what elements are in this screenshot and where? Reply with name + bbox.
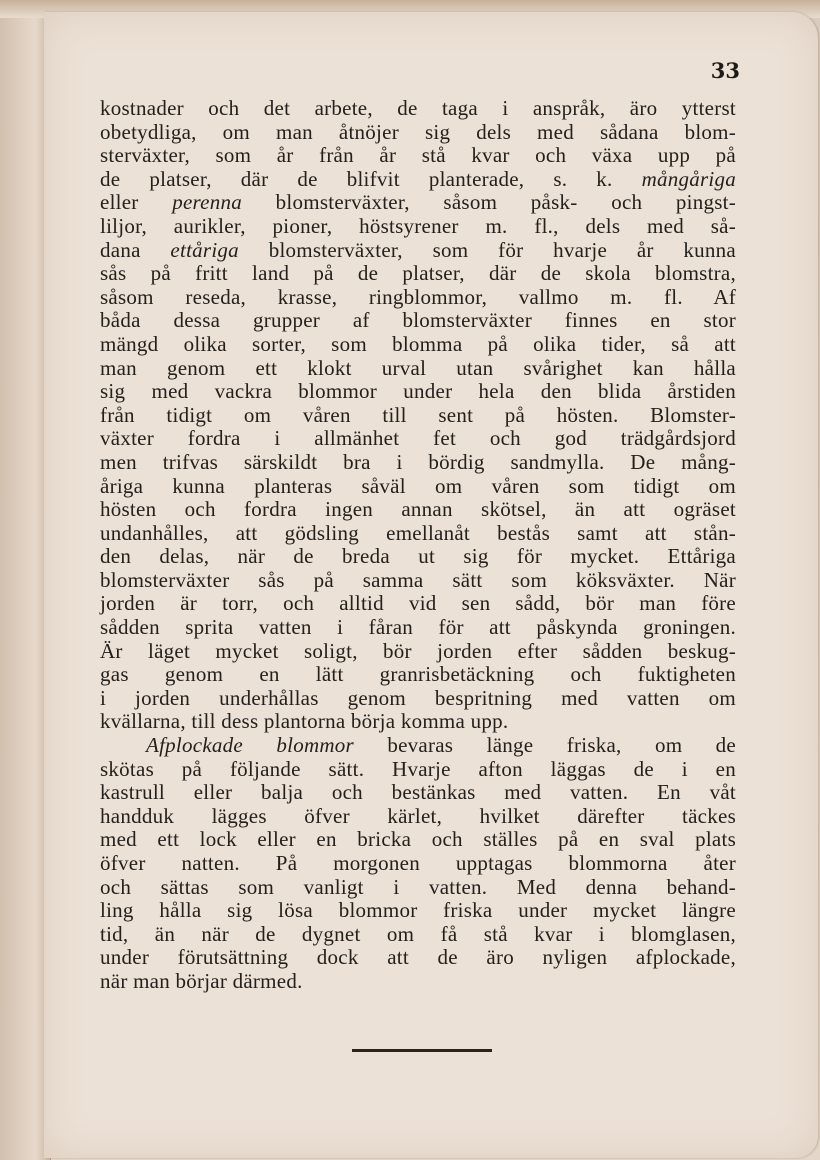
text-line: sterväxter, som år från år stå kvar och växa upp på bbox=[100, 143, 736, 168]
text-line: tid, än när de dygnet om få stå kvar i blomglasen, bbox=[100, 921, 736, 946]
text-line: sådden sprita vatten i fåran för att påskynda groningen. bbox=[100, 615, 736, 640]
italic-term-ettariga: ettåriga bbox=[170, 237, 239, 262]
text-line: blomsterväxter sås på samma sätt som köksväxter. När bbox=[100, 567, 736, 592]
text-line: obetydliga, om man åtnöjer sig dels med sådana blom- bbox=[100, 119, 736, 144]
text-line: med ett lock eller en bricka och ställes på en sval plats bbox=[100, 827, 736, 852]
text-line: den delas, när de breda ut sig för mycket. Ettåriga bbox=[100, 544, 736, 569]
text-line: från tidigt om våren till sent på hösten. Blomster- bbox=[100, 402, 736, 427]
text-line: kvällarna, till dess plantorna börja komma upp. bbox=[100, 709, 509, 734]
text-line: gas genom en lätt granrisbetäckning och fuktigheten bbox=[100, 662, 736, 687]
text-line: liljor, aurikler, pioner, höstsyrener m. fl., dels med så- bbox=[100, 213, 736, 238]
text-line: handduk lägges öfver kärlet, hvilket därefter täckes bbox=[100, 803, 736, 828]
text-line: de platser, där de blifvit planterade, s. k. mångåriga bbox=[100, 166, 736, 191]
text-line: man genom ett klokt urval utan svårighet kan hålla bbox=[100, 355, 736, 380]
text-line: under förutsättning dock att de äro nyligen afplockade, bbox=[100, 945, 736, 970]
text-line: växter fordra i allmänhet fet och god trädgårdsjord bbox=[100, 426, 736, 451]
italic-term-mangariga: mångåriga bbox=[641, 166, 736, 191]
text-line: såsom reseda, krasse, ringblommor, vallmo m. fl. Af bbox=[100, 284, 736, 309]
text-line: sås på fritt land på de platser, där de skola blomstra, bbox=[100, 261, 736, 286]
text-line: Afplockade blommor bevaras länge friska, om de bbox=[146, 733, 737, 758]
text-line: ling hålla sig lösa blommor friska under mycket längre bbox=[100, 898, 736, 923]
text-line: och sättas som vanligt i vatten. Med denna behand- bbox=[100, 874, 736, 899]
body-text bbox=[100, 97, 736, 994]
text-line: Är läget mycket soligt, bör jorden efter sådden beskug- bbox=[100, 638, 736, 663]
text-line: sig med vackra blommor under hela den blida årstiden bbox=[100, 379, 736, 404]
text-line: båda dessa grupper af blomsterväxter finnes en stor bbox=[100, 308, 736, 333]
text-line: i jorden underhållas genom bespritning med vatten om bbox=[100, 685, 736, 710]
text-line: mängd olika sorter, som blomma på olika tider, så att bbox=[100, 331, 736, 356]
section-divider-rule bbox=[352, 1049, 492, 1052]
text-line: undanhålles, att gödsling emellanåt bestås samt att stån- bbox=[100, 520, 736, 545]
text-line: skötas på följande sätt. Hvarje afton läggas de i en bbox=[100, 756, 736, 781]
text-line: kostnader och det arbete, de taga i anspråk, äro ytterst bbox=[100, 96, 736, 120]
italic-heading-afplockade-blommor: Afplockade blommor bbox=[146, 733, 354, 758]
italic-term-perenna: perenna bbox=[172, 190, 242, 215]
text-line: men trifvas särskildt bra i bördig sandmylla. De mång- bbox=[100, 449, 736, 474]
text-line: när man börjar därmed. bbox=[100, 968, 303, 993]
text-line: hösten och fordra ingen annan skötsel, än att ogräset bbox=[100, 497, 736, 522]
page-number: 33 bbox=[710, 58, 740, 83]
text-line: åriga kunna planteras såväl om våren som tidigt om bbox=[100, 473, 736, 498]
text-line: eller perenna blomsterväxter, såsom påsk- och pingst- bbox=[100, 190, 736, 215]
text-line: dana ettåriga blomsterväxter, som för hvarje år kunna bbox=[100, 237, 736, 262]
text-line: kastrull eller balja och bestänkas med vatten. En våt bbox=[100, 780, 736, 805]
text-line: öfver natten. På morgonen upptagas blommorna åter bbox=[100, 851, 736, 875]
text-line: jorden är torr, och alltid vid sen sådd, bör man före bbox=[100, 591, 736, 616]
